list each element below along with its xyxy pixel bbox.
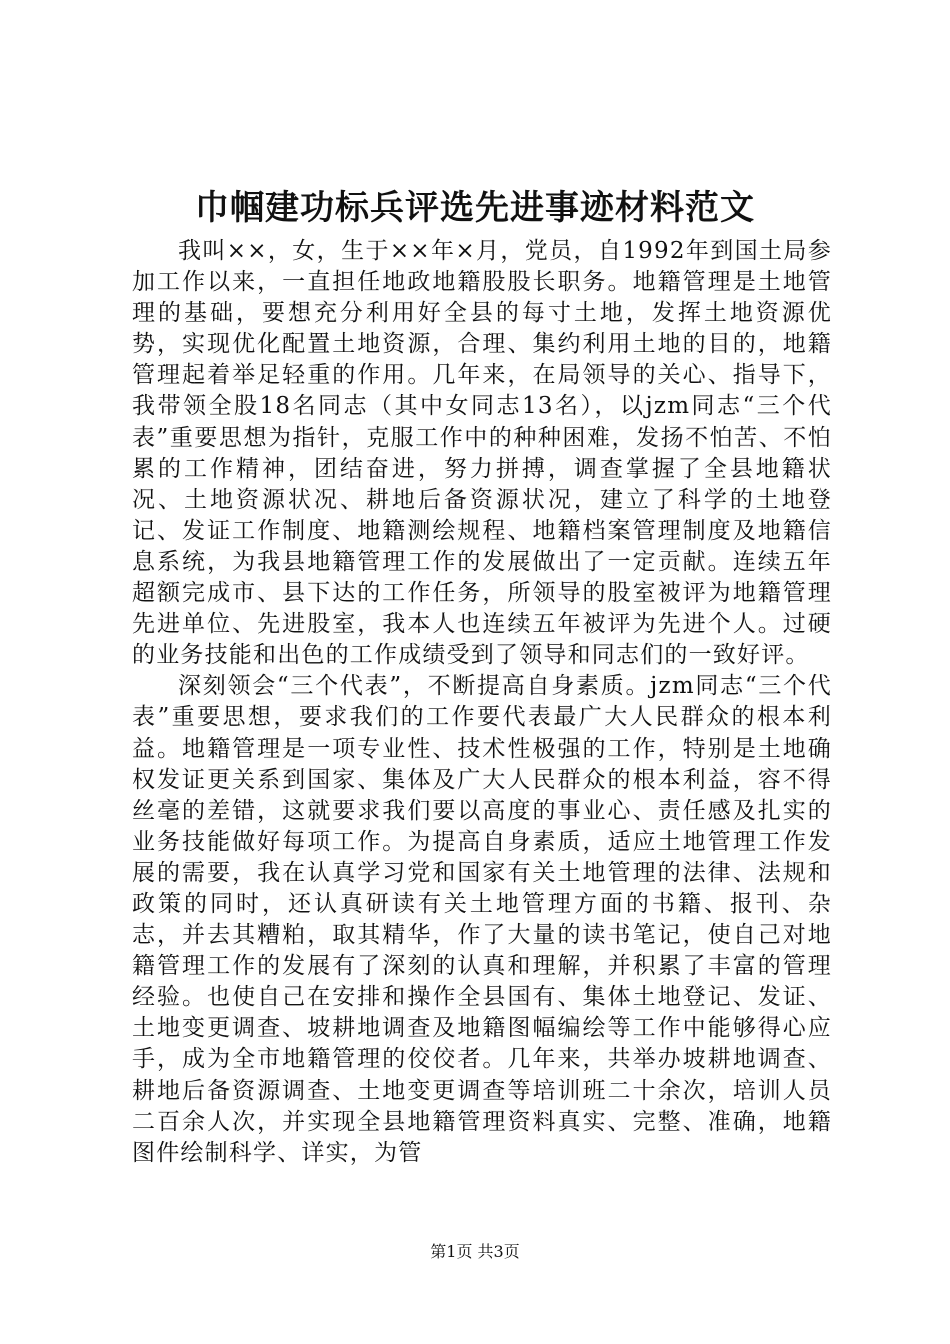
paragraph-2: 深刻领会“三个代表”，不断提高自身素质。jzm同志“三个代表”重要思想，要求我们的工作要代表最广大人民群众的根本利益。地籍管理是一项专业性、技术性极强的工作，特别是土地确权发证更关系到国家、集体及广大人民群众的根本利益，容不得丝毫的差错，这就要求我们要以高度的事业心、责任感及扎实的业务技能做好每项工作。为提高自身素质，适应土地管理工作发展的需要，我在认真学习党和国家有关土地管理的法律、法规和政策的同时，还认真研读有关土地管理方面的书籍、报刊、杂志，并去其糟粕，取其精华，作了大量的读书笔记，使自己对地籍管理工作的发展有了深刻的认真和理解，并积累了丰富的管理经验。也使自己在安排和操作全县国有、集体土地登记、发证、土地变更调查、坡耕地调查及地籍图幅编绘等工作中能够得心应手，成为全市地籍管理的佼佼者。几年来，共举办坡耕地调查、耕地后备资源调查、土地变更调查等培训班二十余次，培训人员二百余人次，并实现全县地籍管理资料真实、完整、准确，地籍图件绘制科学、详实，为管 [132,673,832,1166]
paragraph-1: 我叫××，女，生于××年×月，党员，自1992年到国土局参加工作以来，一直担任地政地籍股股长职务。地籍管理是土地管理的基础，要想充分利用好全县的每寸土地，发挥土地资源优势，实现优化配置土地资源，合理、集约利用土地的目的，地籍管理起着举足轻重的作用。几年来，在局领导的关心、指导下，我带领全股18名同志（其中女同志13名），以jzm同志“三个代表”重要思想为指针，克服工作中的种种困难，发扬不怕苦、不怕累的工作精神，团结奋进，努力拼搏，调查掌握了全县地籍状况、土地资源状况、耕地后备资源状况，建立了科学的土地登记、发证工作制度、地籍测绘规程、地籍档案管理制度及地籍信息系统，为我县地籍管理工作的发展做出了一定贡献。连续五年超额完成市、县下达的工作任务，所领导的股室被评为地籍管理先进单位、先进股室，我本人也连续五年被评为先进个人。过硬的业务技能和出色的工作成绩受到了领导和同志们的一致好评。 [132,238,832,669]
document-title: 巾帼建功标兵评选先进事迹材料范文 [195,188,755,228]
page-footer: 第1页 共3页 [430,1242,520,1261]
document-body [132,236,832,1169]
